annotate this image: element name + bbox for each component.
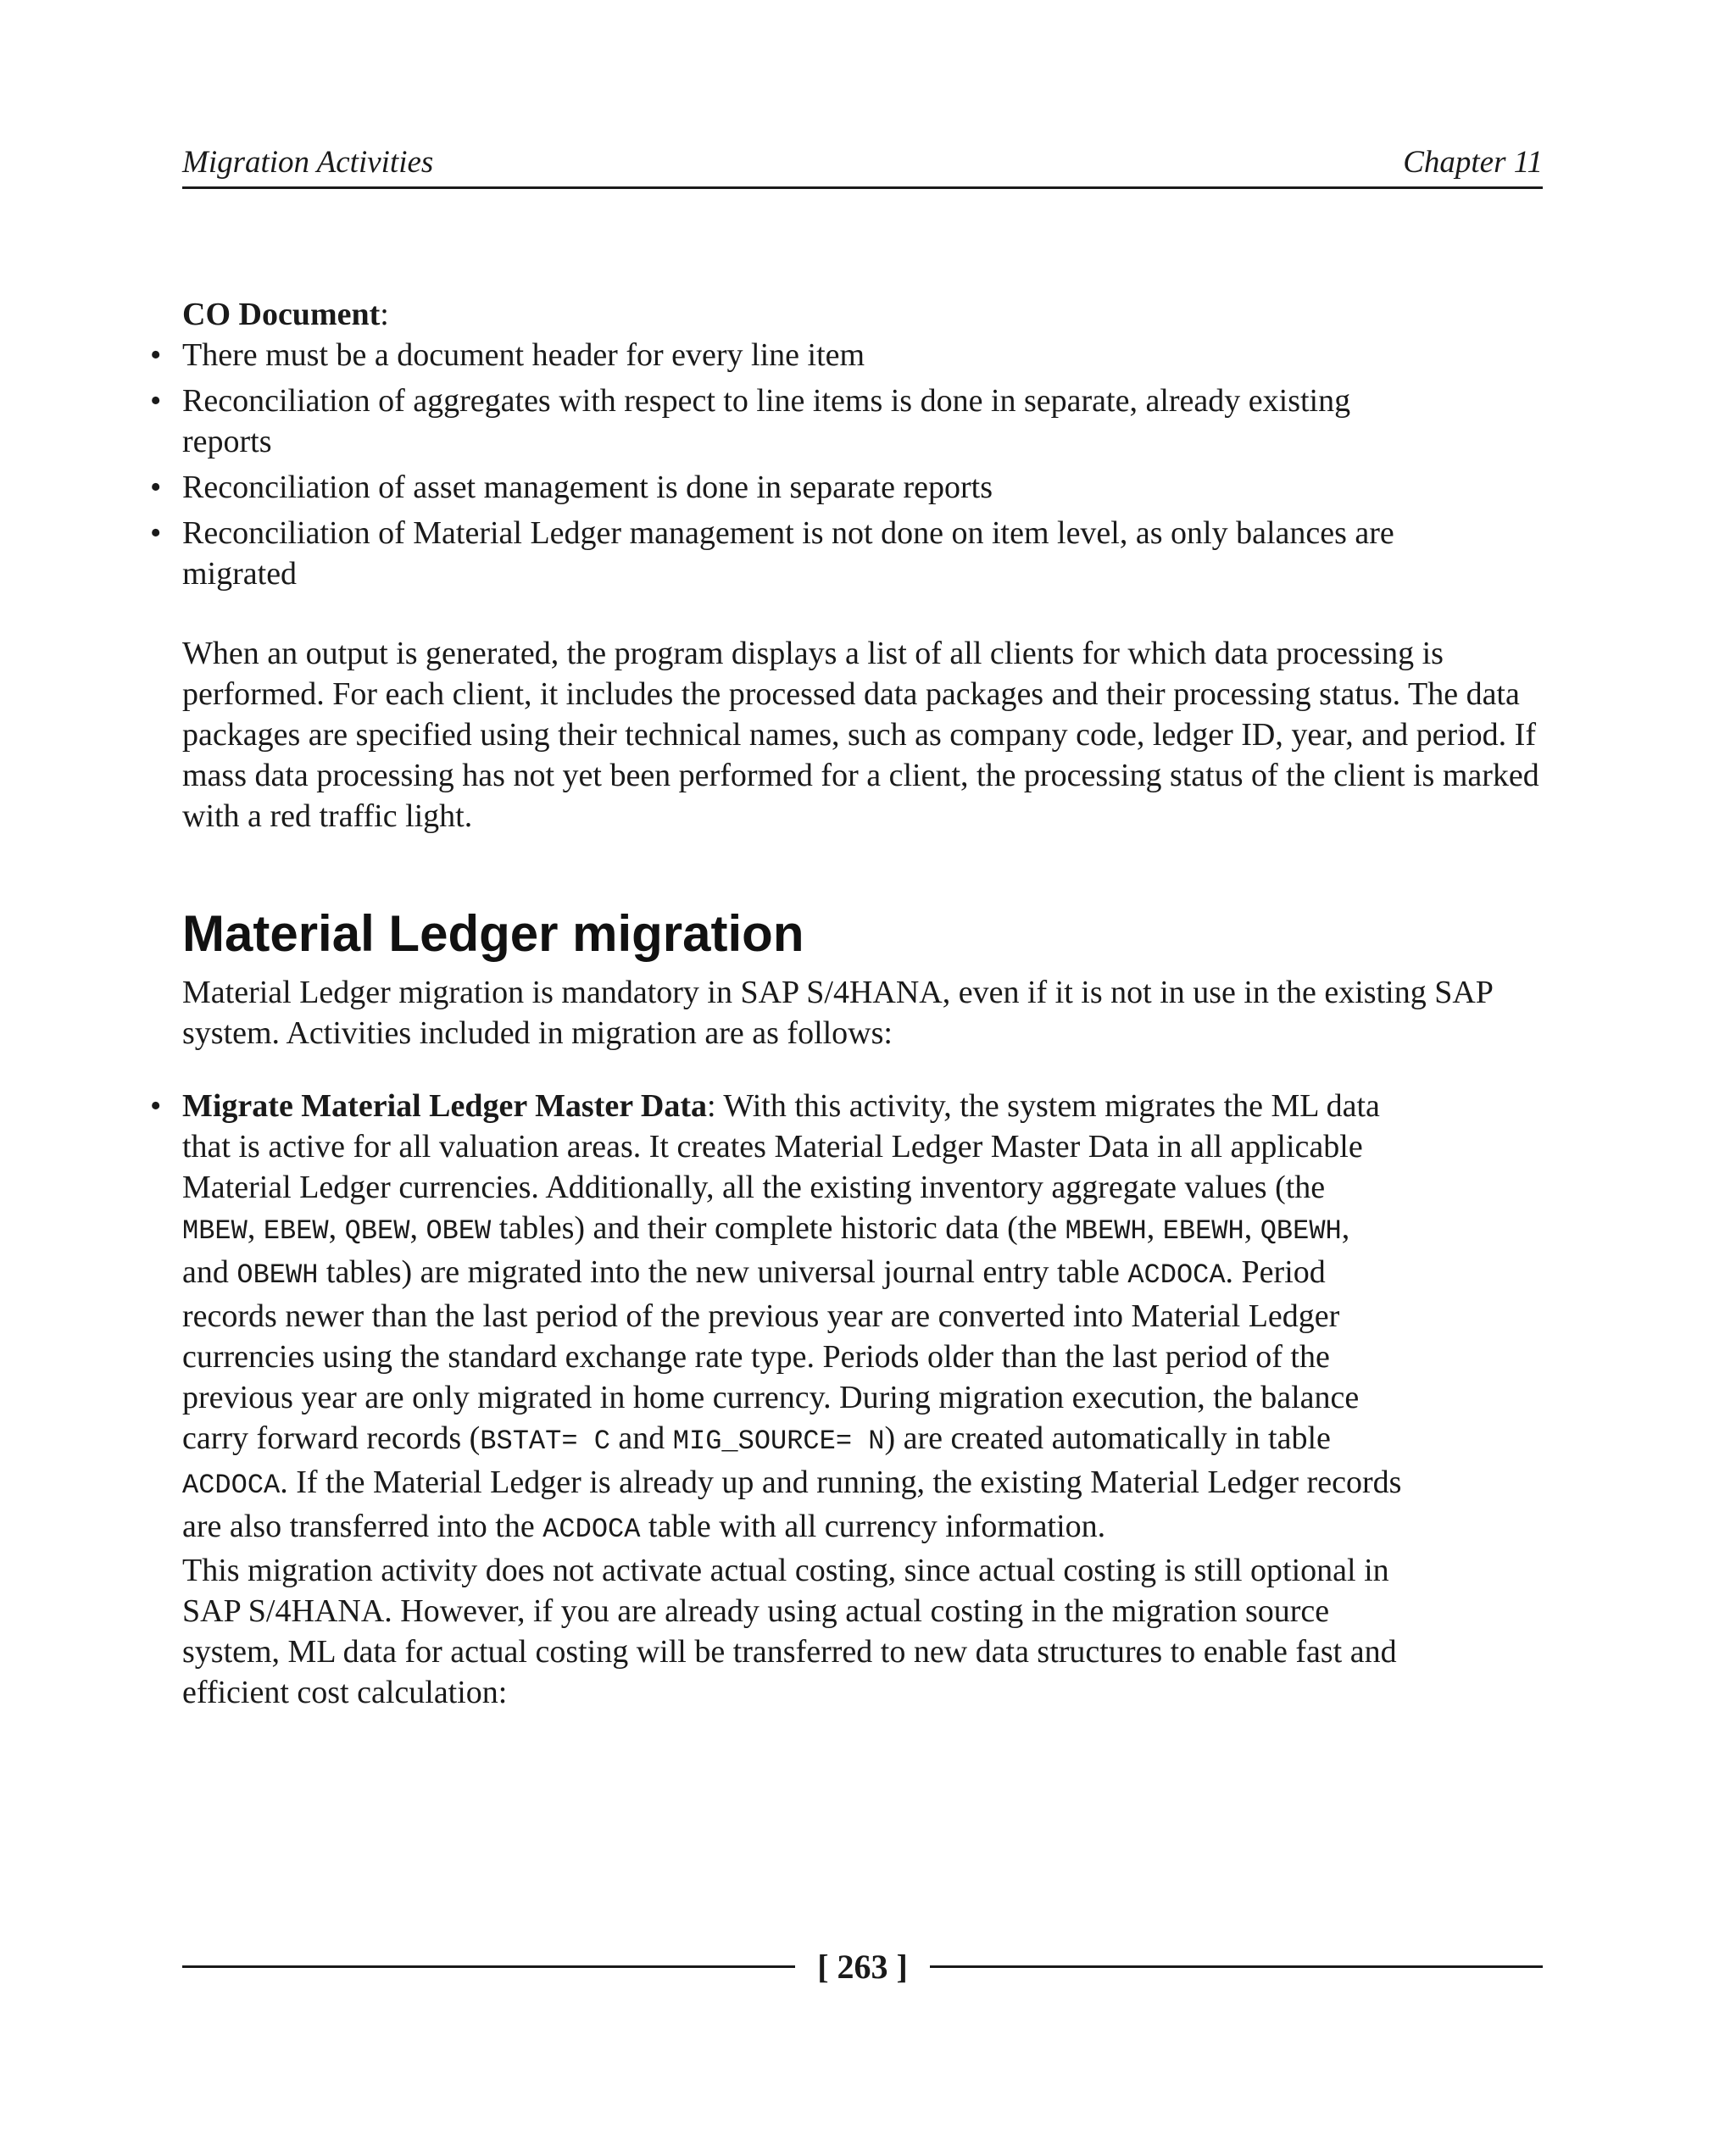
table-name: MBEW: [182, 1215, 248, 1247]
table-name: MBEWH: [1065, 1215, 1147, 1247]
co-document-title: CO Document:: [182, 297, 389, 332]
table-name: OBEWH: [236, 1259, 319, 1291]
activity-lead: Migrate Material Ledger Master Data: [182, 1088, 708, 1124]
list-item: • Reconciliation of Material Ledger management is not done on item level, as only balances are migrated: [150, 515, 1394, 592]
table-name: QBEWH: [1260, 1215, 1342, 1247]
output-paragraph: When an output is generated, the program displays a list of all clients for which data processing is performed. For each client, it includes the processed data packages and their processing status. The data packages are specified using their technical names, such as company code, ledger ID, year, and period. If mass data processing has not yet been performed for a client, the processing status of the client is marked with a red traffic light.: [182, 636, 1539, 834]
table-name: OBEW: [426, 1215, 492, 1247]
page-footer: [182, 1941, 1543, 1992]
activity-continuation: This migration activity does not activate actual costing, since actual costing is still optional in SAP S/4HANA. However, if you are already using actual costing in the migration source system, ML data for actual costing will be transferred to new data structures to enable fast and efficient cost calculation:: [182, 1553, 1397, 1710]
table-name: ACDOCA: [542, 1514, 641, 1545]
field-value: BSTAT= C: [480, 1426, 610, 1457]
section-intro: Material Ledger migration is mandatory in SAP S/4HANA, even if it is not in use in the existing SAP system. Activities included in migration are as follows:: [182, 975, 1493, 1051]
list-item: • There must be a document header for every line item: [150, 337, 865, 373]
running-header-title: Migration Activities: [182, 145, 434, 180]
list-item: • Reconciliation of asset management is done in separate reports: [150, 470, 993, 505]
list-item: • Migrate Material Ledger Master Data: With this activity, the system migrates the ML data that is active for all valuation areas. It creates Material Ledger Master Data in all applicable Material Ledger currencies. Additionally, all the existing inventory aggregate values (the MBEW, EBEW, QBEW, OBEW tables) and their complete historic data (the MBEWH, EBEWH, QBEWH, and OBEWH tables) are migrated into the new universal journal entry table ACDOCA. Period records newer than the last period of the previous year are converted into Material Ledger currencies using the standard exchange rate type. Periods older than the last period of the previous year are only migrated in home currency. During migration execution, the balance carry forward records (BSTAT= C and MIG_SOURCE= N) are created automatically in table ACDOCA. If the Material Ledger is already up and running, the existing Material Ledger records are also transferred into the ACDOCA table with all currency information. This migration activity does not activate actual costing, since actual costing is still optional in SAP S/4HANA. However, if you are already using actual costing in the migration source system, ML data for actual costing will be transferred to new data structures to enable fast and efficient cost calculation:: [182, 1086, 1403, 1713]
table-name: EBEWH: [1162, 1215, 1244, 1247]
co-document-list: [150, 335, 1403, 594]
running-header-chapter: Chapter 11: [1403, 145, 1543, 180]
footer-rule-left: [182, 1965, 795, 1968]
running-header: [182, 144, 1543, 189]
section-heading: Material Ledger migration: [182, 905, 804, 962]
migration-activity-list: [150, 1086, 1403, 1713]
footer-rule-right: [930, 1965, 1543, 1968]
page: [150, 144, 1543, 1713]
list-item: • Reconciliation of aggregates with respect to line items is done in separate, already existing reports: [150, 383, 1351, 459]
table-name: EBEW: [263, 1215, 329, 1247]
page-number: [ 263 ]: [817, 1947, 908, 1986]
table-name: ACDOCA: [182, 1470, 281, 1501]
table-name: ACDOCA: [1127, 1259, 1226, 1291]
table-name: QBEW: [344, 1215, 410, 1247]
field-value: MIG_SOURCE= N: [672, 1426, 885, 1457]
